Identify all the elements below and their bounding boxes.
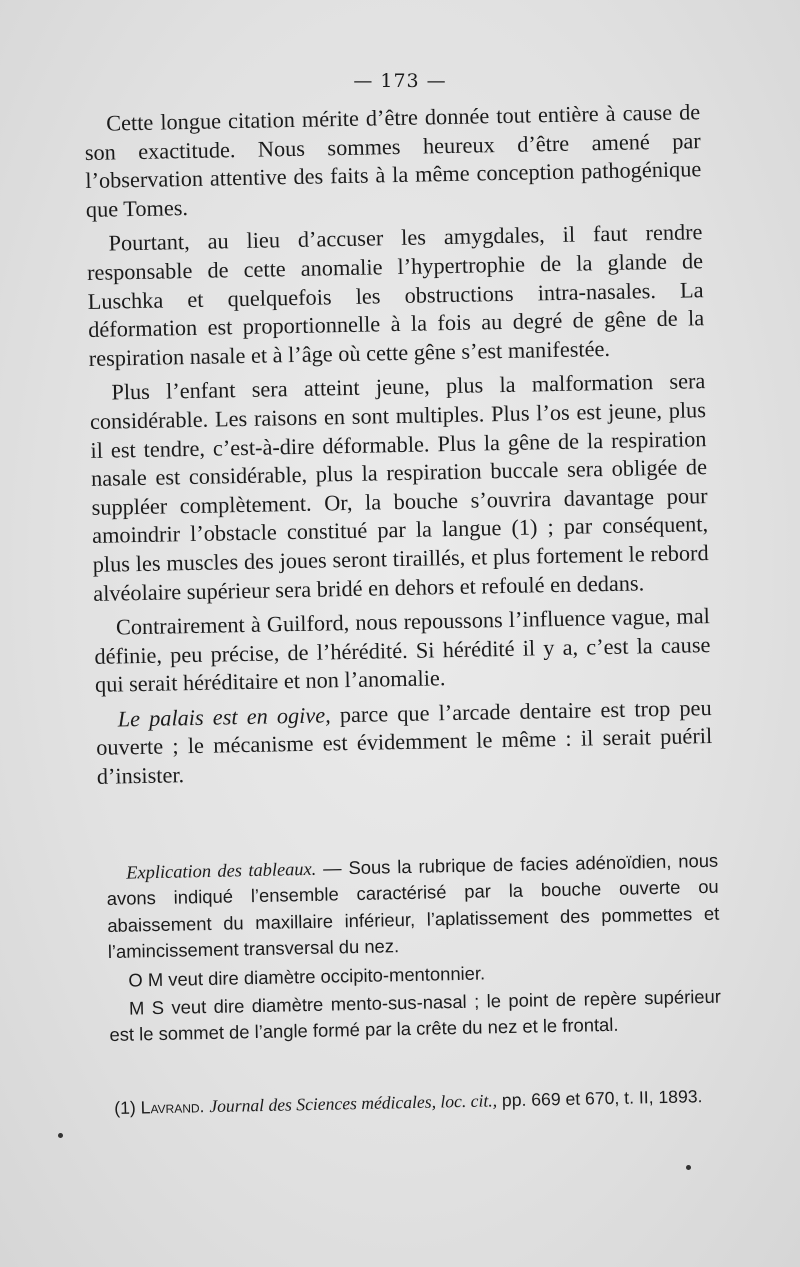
explication-text: — Sous la rubrique de facies adénoïdien, nous avons indiqué l’ensemble caractérisé par la bouche ouverte ou abaissement du maxillaire inférieur, l’aplatissement des pommettes et l’amincissement transversal du nez. [106, 849, 720, 963]
scan-speck [58, 1133, 63, 1138]
paragraph-heredite: Contrairement à Guilford, nous repoussons l’influence vague, mal définie, peu précise, de l’hérédité. Si hérédité il y a, c’est la cause qui serait héréditaire et non l’anomalie. [94, 603, 711, 698]
explication-paragraph [106, 848, 720, 966]
ogive-rest: parce que l’arcade dentaire est trop peu ouverte ; le mécanisme est évidemment le même : il serait puéril d’insister. [96, 694, 713, 789]
page-number: — 173 — [353, 70, 447, 92]
paragraph-malformation: Plus l’enfant sera atteint jeune, plus la malformation sera considérable. Les raisons en sont multiples. Plus l’os est jeune, plus il est tendre, c’est-à-dire déformable. Plus la gêne de la respiration nasale est considérable, plus la respiration buccale sera obligée de suppléer complètement. Or, la bouche s’ouvrira davantage pour amoindrir l’obstacle constitué par la langue (1) ; par conséquent, plus les muscles des joues seront tiraillés, et plus fortement le rebord alvéolaire supérieur sera bridé en dehors et refoulé en dedans. [89, 368, 709, 606]
paragraph-luschka: Pourtant, au lieu d’accuser les amygdales, il faut rendre responsable de cette anomalie l’hypertrophie de la glande de Luschka et quelquefois les obstructions intra-nasales. La déformation est proportionnelle à la fois au degré de gêne de la respiration nasale et à l’âge où cette gêne s’est manifestée. [86, 219, 705, 371]
explication-heading: Explication des tableaux. [126, 858, 317, 883]
paragraph-ogive [95, 694, 713, 792]
footnote-pages: pp. 669 et 670, t. II, 1893. [501, 1086, 703, 1111]
scan-speck [686, 1165, 691, 1170]
explication-block [106, 848, 722, 1051]
main-text [84, 98, 713, 797]
ogive-lead: Le palais est en ogive, [117, 702, 331, 732]
ms-definition: M S veut dire diamètre mento-sus-nasal ; le point de repère supérieur est le sommet de l’angle formé par la crête du nez et le frontal. [109, 985, 722, 1046]
footnote [114, 1083, 720, 1121]
footnote-journal: Journal des Sciences médicales, loc. cit., [209, 1090, 498, 1117]
om-definition: O M veut dire diamètre occipito-mentonnier. [128, 962, 486, 991]
paragraph-citation: Cette longue citation mérite d’être donnée tout entière à cause de son exactitude. Nous sommes heureux d’être amené par l’observation attentive des faits à la même conception pathogénique que Tomes. [84, 99, 702, 222]
footnote-author: Lavrand. [140, 1096, 205, 1118]
footnote-marker: (1) [114, 1097, 136, 1118]
